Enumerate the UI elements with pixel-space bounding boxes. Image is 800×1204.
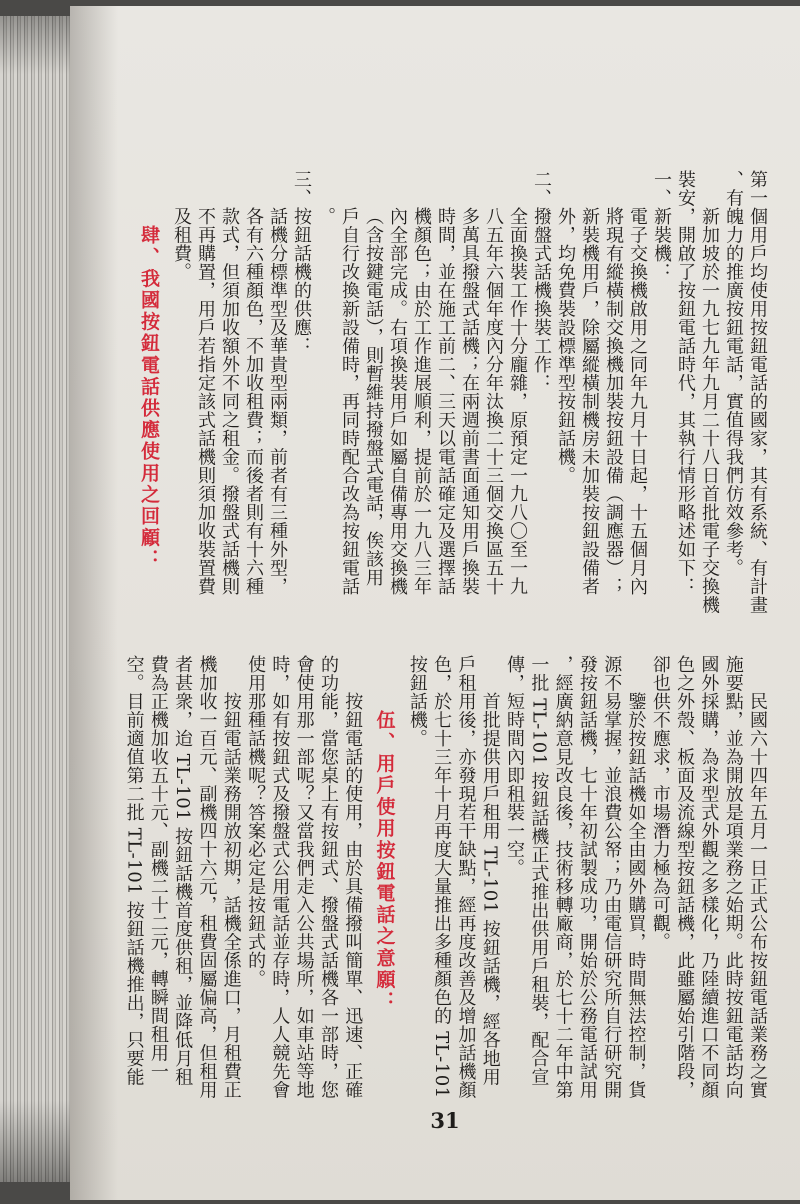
- text-line: 八五年六個年度內分年汰換二十三個交換區五十: [483, 207, 504, 596]
- lower-text-block: [121, 655, 769, 1107]
- text-line: 者甚衆，迨 TL-101 按鈕話機首度供租，並降低月租: [172, 655, 194, 1087]
- text-line: 的功能，當您桌上有按鈕式、撥盤式話機各一部時，您: [317, 655, 339, 1099]
- text-line: 色，於七十三年十月再度大量推出多種顏色的 TL-101: [431, 655, 453, 1099]
- text-line: 話機分標準型及華貴型兩類，前者有三種外型，: [267, 207, 288, 596]
- text-line: ，經廣納意見改良後，技術移轉廠商，於七十二年中第: [552, 655, 574, 1099]
- text-line: 首批提供用戶租用 TL-101 按鈕話機，經各地用: [479, 692, 501, 1087]
- text-line: 發按鈕話機，七十年初試製成功，開始於公務電話試用: [576, 655, 598, 1099]
- list-item: [169, 170, 313, 622]
- text-line: 裝安，開啟了按鈕電話時代，其執行情形略述如下：: [675, 170, 696, 596]
- text-line: 使用那種話機呢？答案必定是按鈕式的。: [245, 655, 267, 988]
- text-line: 施要點，並為開放是項業務之始期。此時按鈕電話均向: [722, 655, 744, 1099]
- text-line: 全面換裝工作十分龐雜，原預定一九八〇至一九: [507, 207, 528, 596]
- upper-text-block: [129, 170, 769, 622]
- paragraph: [673, 170, 721, 622]
- list-item-heading: 一、新裝機：: [651, 170, 672, 281]
- section-heading: 伍、用戶使用按鈕電話之意願：: [373, 710, 396, 1013]
- text-line: 多萬具撥盤式話機；在兩週前書面通知用戶換裝: [459, 207, 480, 596]
- text-line: 費為正機加收五十元、副機二十二元，轉瞬間租用一: [147, 655, 169, 1081]
- page-number: 31: [430, 1108, 460, 1133]
- text-line: 將現有縱橫制交換機加裝按鈕設備（調應器）；: [603, 207, 624, 596]
- text-line: 按鈕電話的使用，由於具備撥叫簡單、迅速、正確: [342, 692, 364, 1099]
- text-line: 新加坡於一九七九年九月二十八日首批電子交換機: [699, 207, 720, 614]
- text-line: 機顏色；由於工作進展順利，提前於一九八三年: [411, 207, 432, 596]
- text-line: 民國六十四年五月一日正式公布按鈕電話業務之實: [747, 692, 768, 1099]
- text-line: 不再購置，用戶若指定該式話機則須加收裝置費: [195, 207, 216, 596]
- section-heading: 肆、我國按鈕電話供應使用之回顧：: [138, 225, 160, 571]
- text-line: 款式，但須加收額外不同之租金。撥盤式話機則: [219, 207, 240, 596]
- text-line: 色之外殼、板面及流線型按鈕話機，此雖屬始引階段，: [674, 655, 696, 1099]
- text-line: 時間，並在施工前二、三天以電話確定及選擇話: [435, 207, 456, 596]
- text-line: 傳，短時間內即租裝一空。: [504, 655, 526, 877]
- paragraph: [405, 655, 502, 1107]
- paragraph: [243, 655, 364, 1107]
- text-line: 電子交換機啟用之同年九月十日起，十五個月內: [627, 207, 648, 596]
- text-line: 及租費。: [171, 207, 192, 281]
- paragraph: [648, 655, 769, 1107]
- text-line: 按鈕電話業務開放初期，話機全係進口，月租費正: [220, 692, 242, 1099]
- text-line: 國外採購，為求型式外觀之多樣化，乃陸續進口不同顏: [698, 655, 720, 1099]
- paragraph: [121, 655, 242, 1107]
- text-line: 時，如有按鈕式及撥盤式公用電話並存時，人人競先會: [269, 655, 291, 1099]
- text-line: 卻也供不應求，市場潛力極為可觀。: [649, 655, 671, 951]
- text-line: 空。目前適值第二批 TL-101 按鈕話機推出，只要能: [123, 655, 145, 1087]
- text-line: 、有魄力的推廣按鈕電話，實值得我們仿效參考。: [723, 170, 744, 577]
- text-line: 一批 TL-101 按鈕話機正式推出供用戶租裝，配合宣: [528, 655, 550, 1087]
- text-line: 內全部完成。右項換裝用戶如屬自備專用交換機: [387, 207, 408, 596]
- text-line: 戶租用後，亦發現若干缺點，經再度改善及增加話機顏: [455, 655, 477, 1099]
- text-line: 新裝機用戶，除屬縱橫制機房未加裝按鈕設備者: [579, 207, 600, 596]
- text-line: （含按鍵電話），則暫維持撥盤式電話，俟該用: [363, 207, 384, 587]
- text-line: 第一個用戶均使用按鈕電話的國家，其有系統、有計畫: [747, 170, 768, 614]
- text-line: 鑒於按鈕話機如全由國外購買，時間無法控制，貨: [625, 692, 647, 1099]
- list-item-heading: 三、按鈕話機的供應：: [291, 170, 312, 355]
- text-line: 源不易掌握，並浪費公帑；乃由電信研究所自行研究開: [601, 655, 623, 1099]
- text-line: 會使用那一部呢？又當我們走入公共場所，如車站等地: [293, 655, 315, 1099]
- text-line: 機加收一百元、副機四十六元，租費固屬偏高，但租用: [196, 655, 218, 1099]
- text-line: 各有六種顏色，不加收租費；而後者則有十六種: [243, 207, 264, 596]
- list-item: [313, 170, 553, 622]
- paragraph: [502, 655, 648, 1107]
- text-line: 按鈕話機。: [406, 655, 428, 748]
- list-item-heading: 二、撥盤式話機換裝工作：: [531, 170, 552, 392]
- text-line: 外，均免費裝設標準型按鈕話機。: [555, 207, 576, 485]
- list-item: [553, 170, 673, 622]
- text-line: 。: [315, 207, 336, 226]
- page-edge-stack: [0, 16, 72, 1182]
- paragraph: [721, 170, 769, 622]
- text-line: 戶自行改換新設備時，再同時配合改為按鈕電話: [339, 207, 360, 596]
- book-page: [70, 6, 800, 1200]
